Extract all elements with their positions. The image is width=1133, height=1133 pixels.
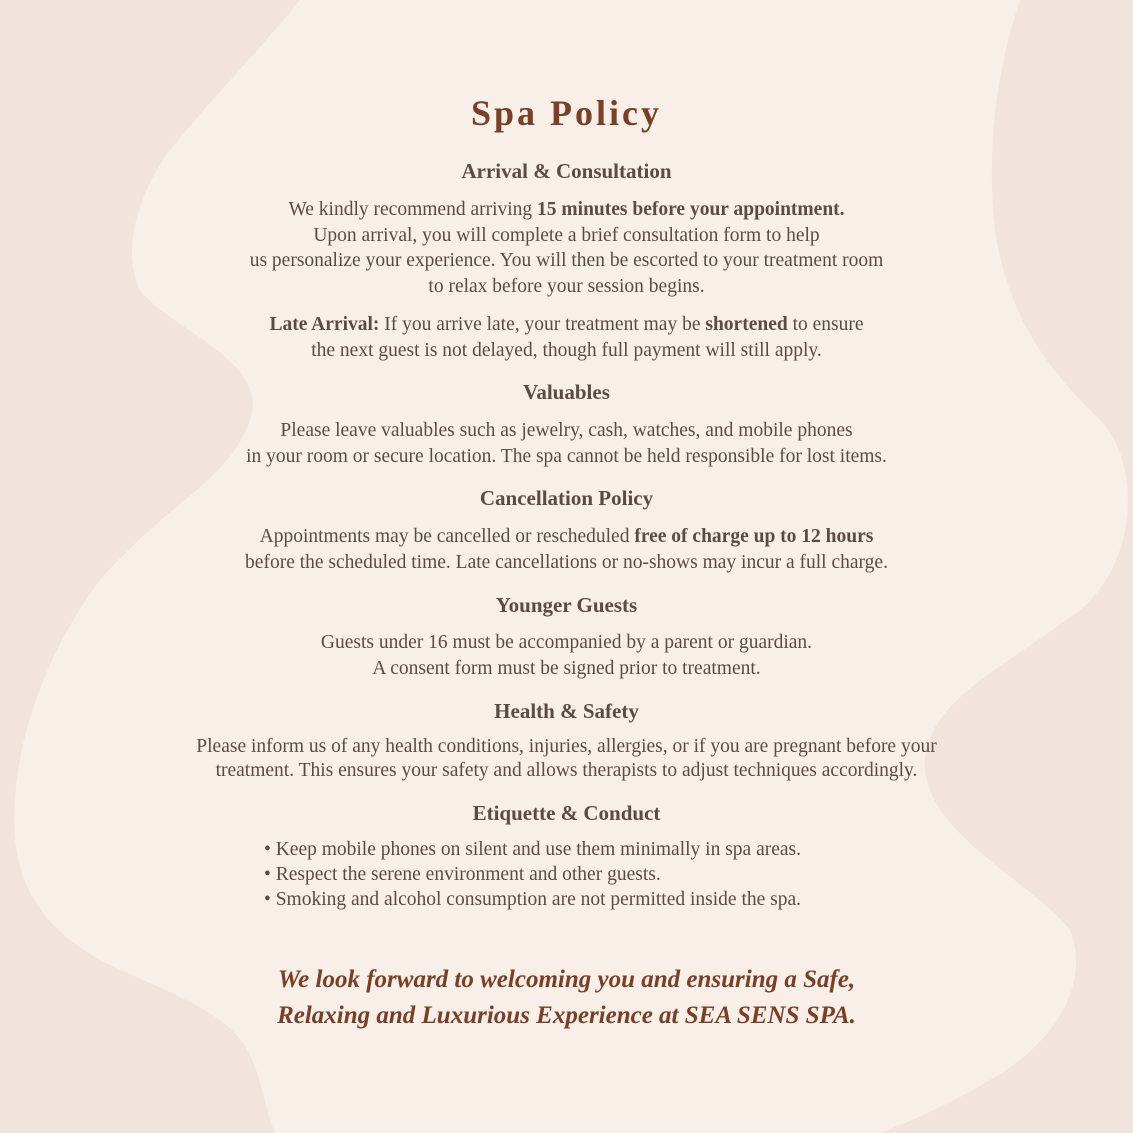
list-item: • Smoking and alcohol consumption are not permitted inside the spa. [264, 889, 802, 910]
valuables-line-2: in your room or secure location. The spa cannot be held responsible for lost items. [246, 445, 887, 467]
page-title: Spa Policy [470, 93, 662, 133]
younger-guests-paragraph [0, 630, 1133, 681]
late-arrival-line-1 [0, 312, 1133, 338]
list-item: • Respect the serene environment and other guests. [264, 864, 661, 885]
closing-line-2: Relaxing and Luxurious Experience at SEA SENS SPA. [277, 1002, 856, 1029]
etiquette-heading: Etiquette & Conduct [472, 801, 661, 825]
arrival-heading: Arrival & Consultation [461, 159, 672, 183]
late-arrival-line-2: the next guest is not delayed, though full payment will still apply. [311, 339, 822, 361]
health-safety-heading: Health & Safety [494, 699, 639, 723]
valuables-line-1: Please leave valuables such as jewelry, cash, watches, and mobile phones [280, 420, 853, 441]
arrival-emphasis: 15 minutes before your appointment. [537, 199, 845, 220]
arrival-paragraph [0, 197, 1133, 299]
late-arrival-emphasis: shortened [705, 314, 788, 335]
late-arrival-text: If you arrive late, your treatment may be [379, 314, 706, 335]
closing-message [0, 962, 1133, 1034]
health-safety-paragraph [0, 735, 1133, 783]
cancellation-text: Appointments may be cancelled or rescheduled [259, 526, 635, 547]
younger-guests-line-2: A consent form must be signed prior to treatment. [372, 657, 761, 679]
late-arrival-text-end: to ensure [787, 314, 864, 335]
cancellation-heading: Cancellation Policy [479, 486, 654, 510]
arrival-line-4: to relax before your session begins. [428, 275, 705, 297]
closing-line-1: We look forward to welcoming you and ensuring a Safe, [277, 966, 856, 993]
arrival-line-1 [0, 197, 1133, 223]
etiquette-list [264, 837, 801, 912]
list-item: • Keep mobile phones on silent and use them minimally in spa areas. [264, 839, 802, 860]
cancellation-emphasis: free of charge up to 12 hours [634, 526, 874, 547]
valuables-heading: Valuables [523, 380, 610, 404]
late-arrival-label: Late Arrival: [269, 314, 380, 335]
health-safety-line-1: Please inform us of any health conditions, injuries, allergies, or if you are pregnant before your [196, 736, 937, 757]
arrival-line-2: Upon arrival, you will complete a brief consultation form to help [313, 224, 820, 246]
younger-guests-heading: Younger Guests [495, 593, 638, 617]
health-safety-line-2: treatment. This ensures your safety and allows therapists to adjust techniques accordingly. [215, 760, 918, 781]
arrival-line-3: us personalize your experience. You will then be escorted to your treatment room [249, 250, 884, 271]
cancellation-line-1 [0, 524, 1133, 550]
cancellation-line-2: before the scheduled time. Late cancellations or no-shows may incur a full charge. [245, 551, 888, 573]
younger-guests-line-1: Guests under 16 must be accompanied by a parent or guardian. [320, 632, 813, 653]
late-arrival-paragraph [0, 312, 1133, 363]
arrival-text: We kindly recommend arriving [288, 199, 538, 220]
valuables-paragraph [0, 418, 1133, 469]
cancellation-paragraph [0, 524, 1133, 575]
